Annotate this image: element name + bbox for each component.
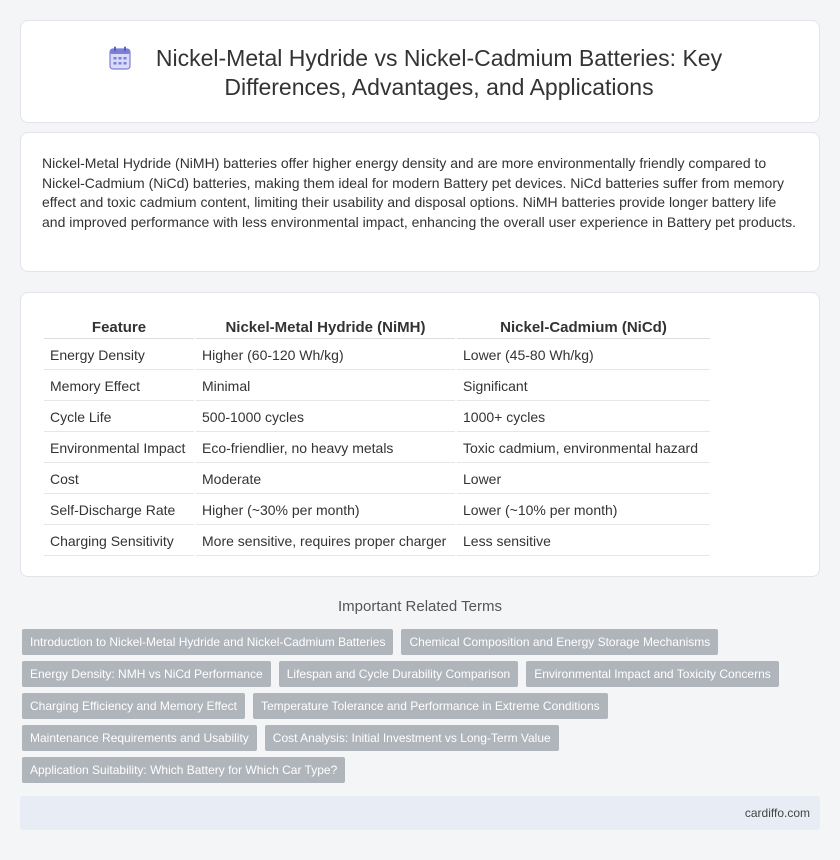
table-row <box>44 403 710 432</box>
summary-card <box>20 132 820 272</box>
nimh-cell: Eco-friendlier, no heavy metals <box>196 434 455 463</box>
related-terms-list <box>22 629 822 789</box>
nimh-cell: Higher (~30% per month) <box>196 496 455 525</box>
nicd-cell: Less sensitive <box>457 527 710 556</box>
related-term-tag[interactable]: Lifespan and Cycle Durability Comparison <box>279 661 518 687</box>
nicd-cell: Significant <box>457 372 710 401</box>
feature-cell: Energy Density <box>44 341 194 370</box>
header-feature: Feature <box>44 315 194 339</box>
related-term-tag[interactable]: Temperature Tolerance and Performance in Extreme Conditions <box>253 693 608 719</box>
nicd-cell: Lower (~10% per month) <box>457 496 710 525</box>
nimh-cell: Minimal <box>196 372 455 401</box>
related-term-tag[interactable]: Application Suitability: Which Battery for Which Car Type? <box>22 757 345 783</box>
comparison-table-card <box>20 292 820 577</box>
table-row <box>44 372 710 401</box>
nicd-cell: Toxic cadmium, environmental hazard <box>457 434 710 463</box>
table-header-row <box>44 315 710 339</box>
feature-cell: Cost <box>44 465 194 494</box>
title-card <box>20 20 820 123</box>
header-nicd: Nickel-Cadmium (NiCd) <box>457 315 710 339</box>
nimh-cell: Moderate <box>196 465 455 494</box>
table-row <box>44 341 710 370</box>
related-term-tag[interactable]: Charging Efficiency and Memory Effect <box>22 693 245 719</box>
related-term-tag[interactable]: Maintenance Requirements and Usability <box>22 725 257 751</box>
footer-site-link[interactable]: cardiffo.com <box>744 806 810 820</box>
feature-cell: Cycle Life <box>44 403 194 432</box>
table-row <box>44 465 710 494</box>
feature-cell: Self-Discharge Rate <box>44 496 194 525</box>
nimh-cell: More sensitive, requires proper charger <box>196 527 455 556</box>
footer <box>20 796 820 830</box>
table-row <box>44 434 710 463</box>
nicd-cell: Lower (45-80 Wh/kg) <box>457 341 710 370</box>
header-nimh: Nickel-Metal Hydride (NiMH) <box>196 315 455 339</box>
related-term-tag[interactable]: Chemical Composition and Energy Storage Mechanisms <box>401 629 718 655</box>
related-term-tag[interactable]: Introduction to Nickel-Metal Hydride and Nickel-Cadmium Batteries <box>22 629 393 655</box>
table-row <box>44 496 710 525</box>
related-term-tag[interactable]: Energy Density: NMH vs NiCd Performance <box>22 661 271 687</box>
nimh-cell: Higher (60-120 Wh/kg) <box>196 341 455 370</box>
nicd-cell: Lower <box>457 465 710 494</box>
related-term-tag[interactable]: Cost Analysis: Initial Investment vs Long-Term Value <box>265 725 559 751</box>
summary-paragraph: Nickel-Metal Hydride (NiMH) batteries offer higher energy density and are more environmentally friendly compared to Nickel-Cadmium (NiCd) batteries, making them ideal for modern Battery pet devices. NiCd batteries suffer from memory effect and toxic cadmium content, limiting their usability and disposal options. NiMH batteries provide longer battery life and improved performance with less environmental impact, enhancing the overall user experience in Battery pet products. <box>42 155 797 230</box>
nimh-cell: 500-1000 cycles <box>196 403 455 432</box>
page-title: Nickel-Metal Hydride vs Nickel-Cadmium Batteries: Key Differences, Advantages, and Applications <box>155 45 723 100</box>
related-term-tag[interactable]: Environmental Impact and Toxicity Concerns <box>526 661 779 687</box>
nicd-cell: 1000+ cycles <box>457 403 710 432</box>
feature-cell: Charging Sensitivity <box>44 527 194 556</box>
table-row <box>44 527 710 556</box>
feature-cell: Memory Effect <box>44 372 194 401</box>
comparison-table <box>42 313 712 558</box>
feature-cell: Environmental Impact <box>44 434 194 463</box>
related-terms-heading: Important Related Terms <box>338 598 502 615</box>
